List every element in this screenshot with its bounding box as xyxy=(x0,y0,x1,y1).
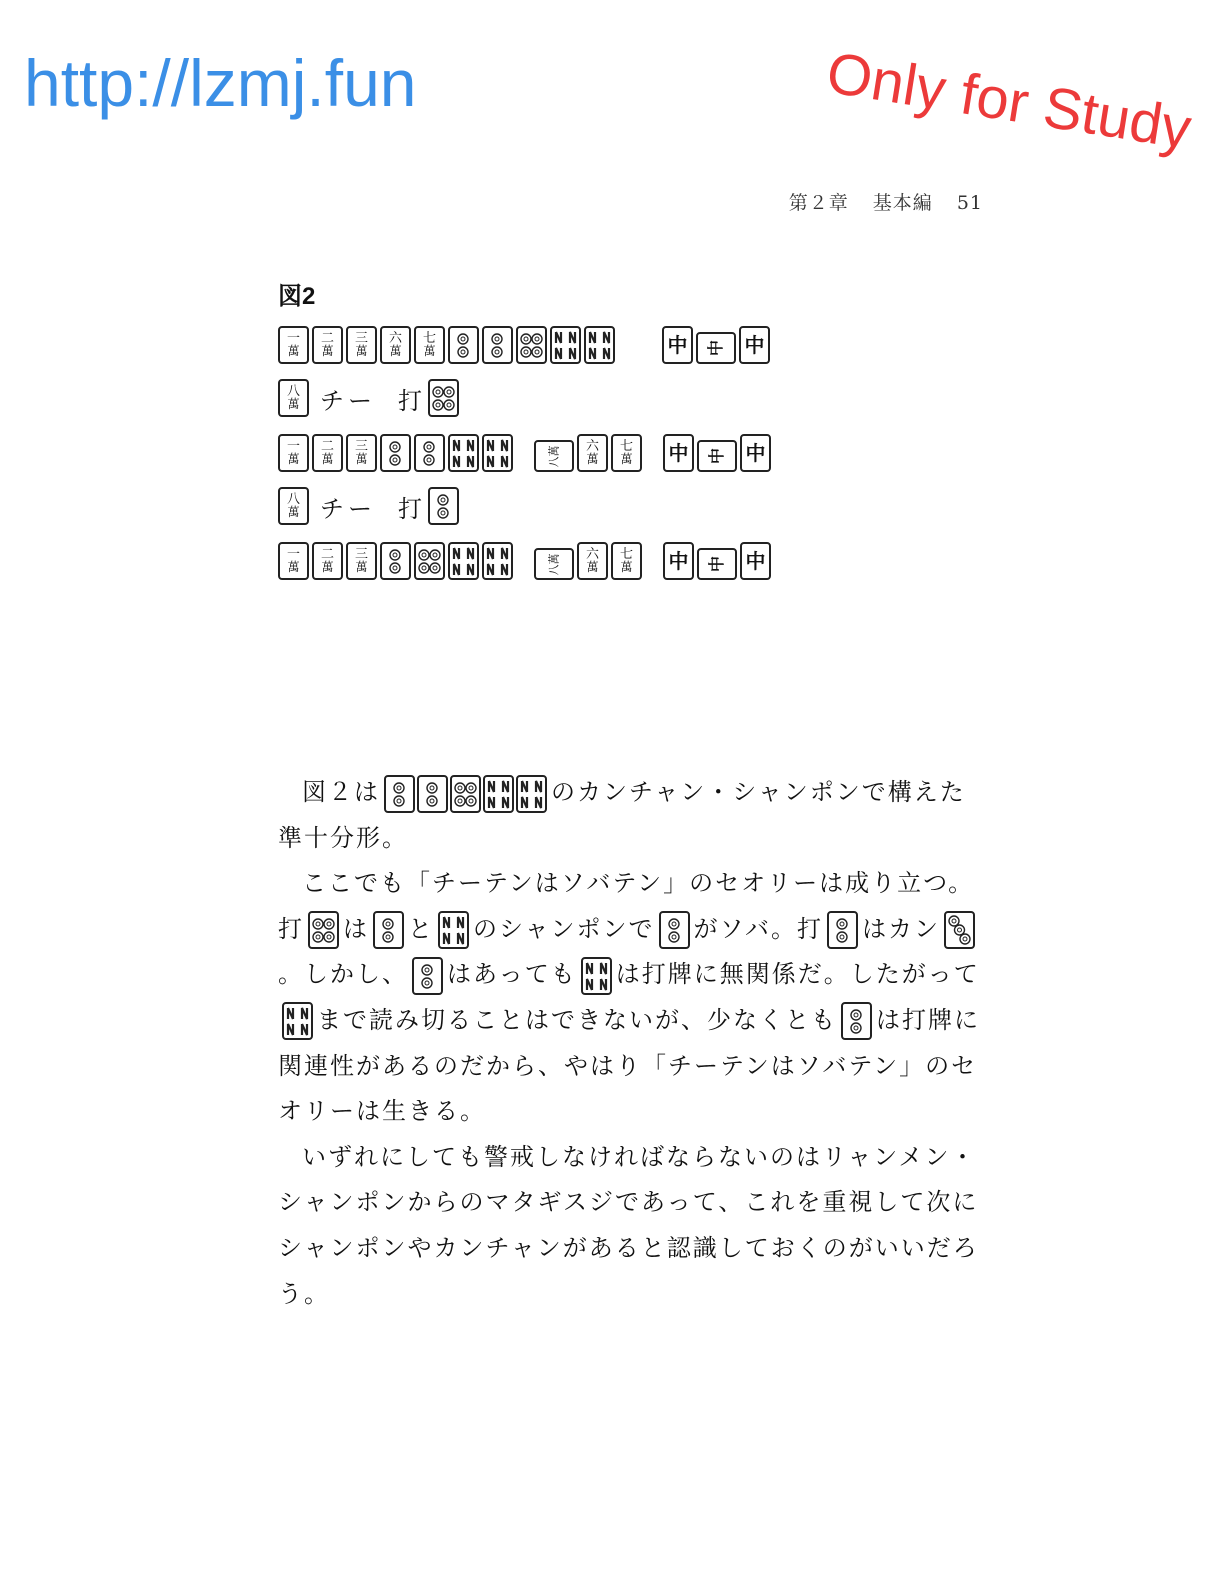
paragraph-1: 図２は のカンチャン・シャンポンで構えた準十分形。 xyxy=(278,770,986,861)
chi-call-label: チー xyxy=(320,494,376,523)
red-dragon-sideways-tile-icon: 中 xyxy=(697,440,737,472)
eight-bamboo-tile-icon xyxy=(438,911,469,949)
two-circle-tile-icon xyxy=(373,911,404,949)
running-head xyxy=(789,188,983,215)
hand-row-3 xyxy=(278,541,774,581)
eight-bamboo-tile-icon xyxy=(482,434,513,472)
six-man-tile-icon: 六 萬 xyxy=(577,434,608,472)
one-man-tile-icon: 一 萬 xyxy=(278,434,309,472)
red-dragon-sideways-tile-icon: 中 xyxy=(697,548,737,580)
two-circle-tile-icon xyxy=(448,326,479,364)
page-number: 51 xyxy=(956,192,983,214)
four-circle-tile-icon xyxy=(414,542,445,580)
seven-man-tile-icon: 七 萬 xyxy=(414,326,445,364)
three-man-tile-icon: 三 萬 xyxy=(346,434,377,472)
two-circle-tile-icon xyxy=(841,1002,872,1040)
two-circle-tile-icon xyxy=(380,542,411,580)
red-dragon-sideways-tile-icon: 中 xyxy=(696,332,736,364)
four-circle-tile-icon xyxy=(450,775,481,813)
watermark-study: Only for Study xyxy=(822,40,1196,162)
three-man-tile-icon: 三 萬 xyxy=(346,542,377,580)
eight-man-sideways-tile-icon: 八萬 xyxy=(534,440,574,472)
eight-man-tile-icon: 八 萬 xyxy=(278,379,309,417)
four-circle-tile-icon xyxy=(308,911,339,949)
red-dragon-tile-icon: 中 xyxy=(739,326,770,364)
hand-row-2 xyxy=(278,433,774,473)
two-circle-tile-icon xyxy=(417,775,448,813)
three-man-tile-icon: 三 萬 xyxy=(346,326,377,364)
section-label: 基本編 xyxy=(872,192,933,214)
two-circle-tile-icon xyxy=(827,911,858,949)
red-dragon-tile-icon: 中 xyxy=(662,326,693,364)
eight-bamboo-tile-icon xyxy=(584,326,615,364)
eight-bamboo-tile-icon xyxy=(482,542,513,580)
red-dragon-tile-icon: 中 xyxy=(663,434,694,472)
red-dragon-tile-icon: 中 xyxy=(740,434,771,472)
four-circle-tile-icon xyxy=(428,379,459,417)
discard-label: 打 xyxy=(398,386,422,415)
hand-row-1 xyxy=(278,325,773,365)
two-circle-tile-icon xyxy=(412,957,443,995)
two-man-tile-icon: 二 萬 xyxy=(312,326,343,364)
two-man-tile-icon: 二 萬 xyxy=(312,434,343,472)
figure-title: 図2 xyxy=(278,283,316,310)
three-circle-tile-icon xyxy=(944,911,975,949)
eight-man-sideways-tile-icon: 八萬 xyxy=(534,548,574,580)
call-row-1 xyxy=(278,378,462,418)
body-text xyxy=(278,770,986,1317)
eight-bamboo-tile-icon xyxy=(581,957,612,995)
one-man-tile-icon: 一 萬 xyxy=(278,326,309,364)
chapter-label: 第２章 xyxy=(788,192,849,214)
one-man-tile-icon: 一 萬 xyxy=(278,542,309,580)
six-man-tile-icon: 六 萬 xyxy=(577,542,608,580)
eight-bamboo-tile-icon xyxy=(282,1002,313,1040)
eight-bamboo-tile-icon xyxy=(550,326,581,364)
eight-man-tile-icon: 八 萬 xyxy=(278,487,309,525)
chi-call-label: チー xyxy=(320,386,376,415)
eight-bamboo-tile-icon xyxy=(516,775,547,813)
two-circle-tile-icon xyxy=(428,487,459,525)
watermark-url: http://lzmj.fun xyxy=(24,46,417,120)
paragraph-2: ここでも「チーテンはソバテン」のセオリーは成り立つ。打 は と のシャンポンで がソバ。打 はカン 。しかし、 はあっても は打牌に無関係だ。したがって まで読み切ることはできないが、少なくとも は打牌に関連性があるのだから、やはり「チーテンはソバテン」のセオリーは生きる。 xyxy=(278,869,980,1126)
red-dragon-tile-icon: 中 xyxy=(740,542,771,580)
eight-bamboo-tile-icon xyxy=(448,434,479,472)
eight-bamboo-tile-icon xyxy=(448,542,479,580)
two-circle-tile-icon xyxy=(414,434,445,472)
two-circle-tile-icon xyxy=(659,911,690,949)
red-dragon-tile-icon: 中 xyxy=(663,542,694,580)
four-circle-tile-icon xyxy=(516,326,547,364)
call-row-2 xyxy=(278,486,462,526)
eight-bamboo-tile-icon xyxy=(483,775,514,813)
two-circle-tile-icon xyxy=(384,775,415,813)
discard-label: 打 xyxy=(398,494,422,523)
seven-man-tile-icon: 七 萬 xyxy=(611,434,642,472)
two-circle-tile-icon xyxy=(380,434,411,472)
six-man-tile-icon: 六 萬 xyxy=(380,326,411,364)
two-man-tile-icon: 二 萬 xyxy=(312,542,343,580)
paragraph-3: いずれにしても警戒しなければならないのはリャンメン・シャンポンからのマタギスジであって、これを重視して次にシャンポンやカンチャンがあると認識しておくのがいいだろう。 xyxy=(278,1142,979,1308)
two-circle-tile-icon xyxy=(482,326,513,364)
seven-man-tile-icon: 七 萬 xyxy=(611,542,642,580)
